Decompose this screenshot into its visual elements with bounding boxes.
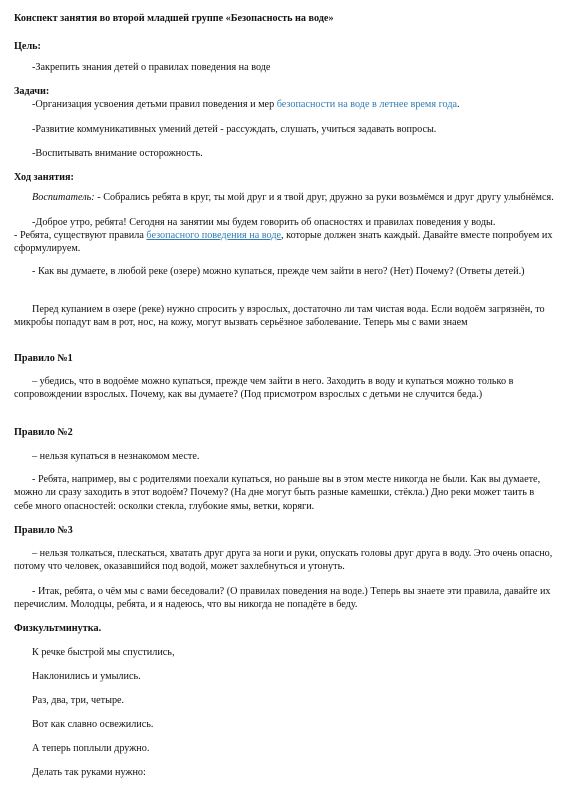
- poem-line: Наклонились и умылись.: [32, 671, 141, 682]
- fizminutka-heading: Физкультминутка.: [14, 623, 102, 634]
- rule1-text: – убедись, что в водоёме можно купаться, прежде чем зайти в него. Заходить в воду и купаться можно только в сопровождении взрослых. Почему, как вы думаете? (Под присмотром взрослых с детьми не случится беда.): [14, 376, 514, 401]
- task-2: -Развитие коммуникативных умений детей - рассуждать, слушать, учиться задавать вопросы.: [32, 124, 437, 135]
- tasks-heading: Задачи:: [14, 86, 50, 97]
- rule2-text2: - Ребята, например, вы с родителями поехали купаться, но раньше вы в этом месте никогда не были. Как вы думаете, можно ли сразу заходить в этот водоём? Почему? (На дне могут быть разные камешки, стёкла.) Дно реки может таить в себе много опасностей: осколки стекла, глубокие ямы, ветки, коряги.: [14, 474, 541, 512]
- task-1-text: -Организация усвоения детьми правил поведения и мер: [32, 99, 277, 110]
- safe-behavior-link[interactable]: безопасного поведения на воде: [146, 230, 282, 241]
- course-p1-text: - Собрались ребята в круг, ты мой друг и я твой друг, дружно за руки возьмёмся и друг другу улыбнёмся.: [94, 192, 554, 203]
- teacher-label: Воспитатель:: [32, 192, 95, 203]
- rule3-heading: Правило №3: [14, 525, 73, 536]
- course-p3-text: - Ребята, существуют правила: [14, 230, 147, 241]
- goal-text: -Закрепить знания детей о правилах поведения на воде: [32, 62, 271, 73]
- task-3: -Воспитывать внимание осторожность.: [32, 148, 203, 159]
- goal-heading: Цель:: [14, 41, 41, 52]
- task-1-end: .: [457, 99, 460, 110]
- course-p3-end: , которые должен знать каждый. Давайте вместе попробуем их сформулируем.: [14, 230, 553, 255]
- poem-line: К речке быстрой мы спустились,: [32, 647, 175, 658]
- course-p3: [14, 229, 554, 256]
- poem-line: А теперь поплыли дружно.: [32, 743, 150, 754]
- rule2-heading: Правило №2: [14, 427, 73, 438]
- poem-line: Вот как славно освежились.: [32, 719, 154, 730]
- safety-summer-link[interactable]: безопасности на воде в летнее время года: [276, 99, 458, 110]
- course-heading: Ход занятия:: [14, 172, 74, 183]
- course-p1: [14, 191, 554, 204]
- rule2-text: – нельзя купаться в незнакомом месте.: [32, 451, 200, 462]
- poem-line: Делать так руками нужно:: [32, 767, 146, 778]
- task-1: [14, 98, 554, 111]
- rule3-text2: - Итак, ребята, о чём мы с вами беседовали? (О правилах поведения на воде.) Теперь вы знаете эти правила, давайте их перечислим. Молодцы, ребята, и я надеюсь, что вы никогда не попадёте в беду.: [14, 586, 551, 611]
- document-title: Конспект занятия во второй младшей группе «Безопасность на воде»: [14, 13, 334, 24]
- course-p4: - Как вы думаете, в любой реке (озере) можно купаться, прежде чем зайти в него? (Нет) Почему? (Ответы детей.): [32, 266, 525, 277]
- rule1-heading: Правило №1: [14, 353, 73, 364]
- poem-line: Раз, два, три, четыре.: [32, 695, 125, 706]
- course-p5: Перед купанием в озере (реке) нужно спросить у взрослых, достаточно ли там чистая вода. Если водоём загрязнён, то микробы попадут вам в рот, нос, на кожу, могут вызвать серьёзное заболевание. Теперь мы с вами знаем: [14, 304, 545, 329]
- course-p2: -Доброе утро, ребята! Сегодня на занятии мы будем говорить об опасностях и правилах поведения у воды.: [32, 217, 496, 228]
- rule3-text: – нельзя толкаться, плескаться, хватать друг друга за ноги и руки, опускать головы друг друга в воду. Это очень опасно, потому что человек, оказавшийся под водой, может захлебнуться и утонуть.: [14, 548, 553, 573]
